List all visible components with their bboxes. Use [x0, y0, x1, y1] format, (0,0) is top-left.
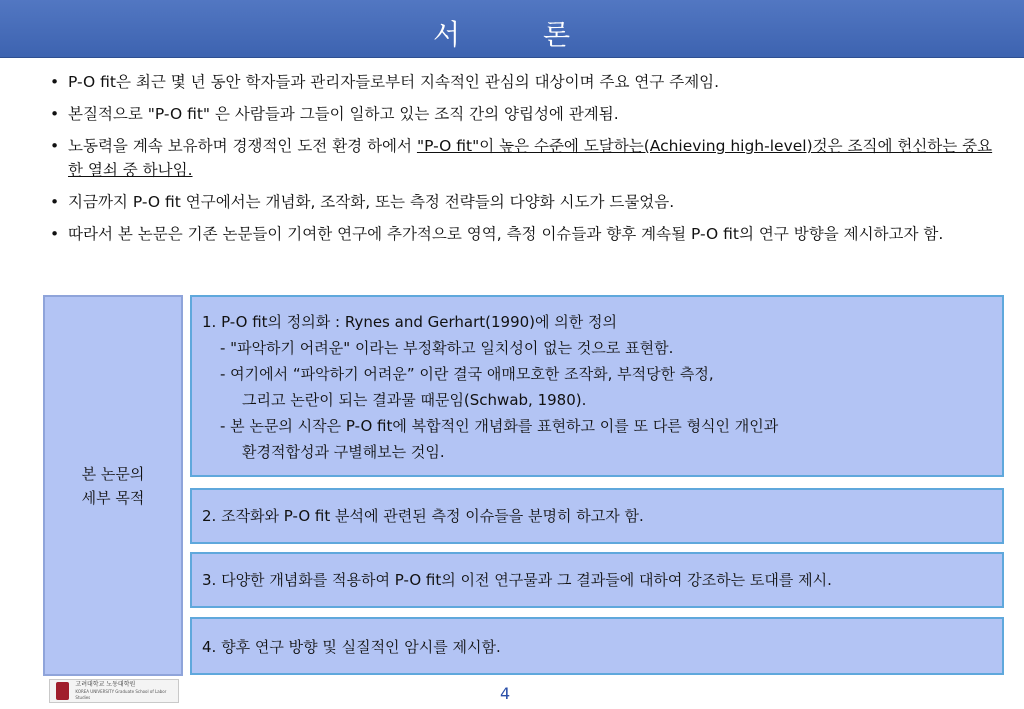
- bullet-item: [50, 70, 1000, 94]
- title-bar: [0, 0, 1024, 58]
- purpose-label-box: [43, 295, 183, 676]
- bullet-item: [50, 102, 1000, 126]
- purpose-box-3: [190, 552, 1004, 608]
- purpose-1-line: - 본 논문의 시작은 P-O fit에 복합적인 개념화를 표현하고 이를 또 다른 형식인 개인과: [220, 417, 779, 435]
- title-part-2: 론: [543, 18, 572, 51]
- bullet-item: [50, 134, 1000, 182]
- bullet-text: 노동력을 계속 보유하며 경쟁적인 도전 환경 하에서: [68, 137, 417, 155]
- purpose-box-2: [190, 488, 1004, 544]
- purpose-1-line: - "파악하기 어려운" 이라는 부정확하고 일치성이 없는 것으로 표현함.: [220, 339, 674, 357]
- purpose-box-4: [190, 617, 1004, 675]
- bullet-text: P-O fit은 최근 몇 년 동안 학자들과 관리자들로부터 지속적인 관심의 대상이며 주요 연구 주제임.: [68, 73, 720, 91]
- purpose-1-line: - 여기에서 “파악하기 어려운” 이란 결국 애매모호한 조작화, 부적당한 측정,: [220, 365, 714, 383]
- bullet-text: 지금까지 P-O fit 연구에서는 개념화, 조작화, 또는 측정 전략들의 다양화 시도가 드물었음.: [68, 193, 675, 211]
- purpose-1-heading: 1. P-O fit의 정의화 : Rynes and Gerhart(1990)에 의한 정의: [202, 313, 618, 331]
- logo-text-korean: 고려대학교 노동대학원: [75, 681, 136, 688]
- university-logo: [49, 679, 179, 703]
- page-number: 4: [500, 684, 511, 703]
- title-part-1: 서: [433, 18, 462, 51]
- purpose-label-line-1: 본 논문의: [81, 464, 145, 483]
- purpose-box-1: [190, 295, 1004, 477]
- bullet-underlined-text: "P-O fit"이 높은 수준에 도달하는(Achieving high-level)것은 조직에 헌신하는 중요한 열쇠 중 하나임.: [68, 137, 993, 179]
- logo-text-english: KOREA UNIVERSITY Graduate School of Labor Studies: [75, 689, 167, 700]
- university-emblem-icon: [56, 682, 69, 700]
- bullet-text: 본질적으로 "P-O fit" 은 사람들과 그들이 일하고 있는 조직 간의 양립성에 관계됨.: [68, 105, 619, 123]
- purpose-1-line: 환경적합성과 구별해보는 것임.: [242, 443, 445, 461]
- purpose-3-text: 3. 다양한 개념화를 적용하여 P-O fit의 이전 연구물과 그 결과들에 대하여 강조하는 토대를 제시.: [202, 571, 832, 589]
- purpose-4-text: 4. 향후 연구 방향 및 실질적인 암시를 제시함.: [202, 638, 501, 656]
- bullet-text: 따라서 본 논문은 기존 논문들이 기여한 연구에 추가적으로 영역, 측정 이슈들과 향후 계속될 P-O fit의 연구 방향을 제시하고자 함.: [68, 225, 944, 243]
- purpose-2-text: 2. 조작화와 P-O fit 분석에 관련된 측정 이슈들을 분명히 하고자 함.: [202, 507, 644, 525]
- purpose-1-line: 그리고 논란이 되는 결과물 때문임(Schwab, 1980).: [242, 391, 587, 409]
- purpose-label-line-2: 세부 목적: [81, 488, 145, 507]
- bullet-item: [50, 190, 1000, 214]
- bullet-list: [50, 70, 1000, 254]
- bullet-item: [50, 222, 1000, 246]
